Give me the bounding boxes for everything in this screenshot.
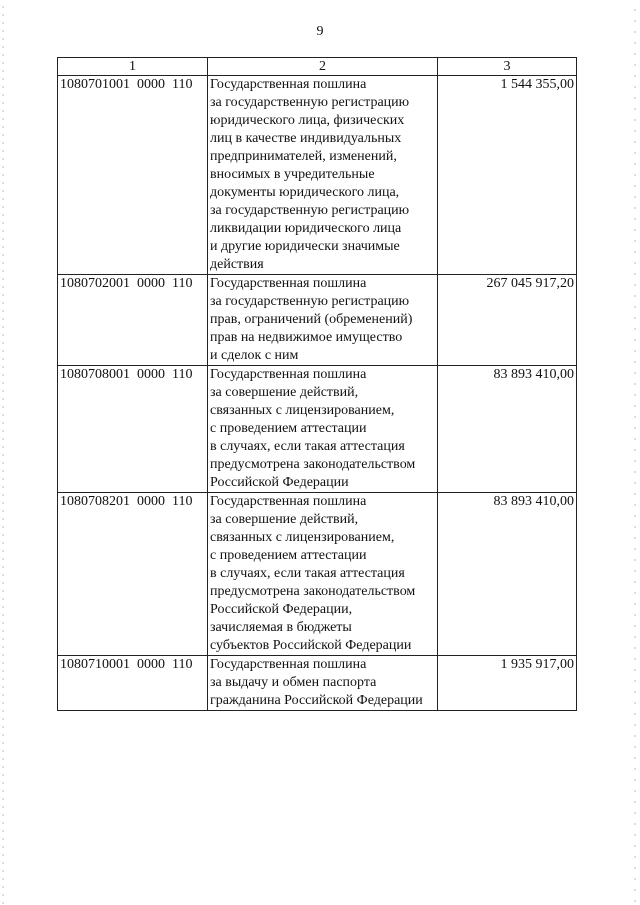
description-line: за совершение действий, bbox=[210, 385, 359, 400]
column-header-code: 1 bbox=[58, 58, 208, 76]
description-line: ликвидации юридического лица bbox=[210, 221, 402, 236]
description-line: Государственная пошлина bbox=[210, 77, 367, 92]
description-line: связанных с лицензированием, bbox=[210, 530, 395, 545]
description-line: и сделок с ним bbox=[210, 348, 299, 363]
table-row bbox=[58, 76, 577, 275]
description-line: Государственная пошлина bbox=[210, 276, 367, 291]
description-line: предусмотрена законодательством bbox=[210, 457, 416, 472]
description-line: за государственную регистрацию bbox=[210, 294, 410, 309]
revenue-code-cell: 1080702001 0000 110 bbox=[58, 275, 208, 366]
description-line: субъектов Российской Федерации bbox=[210, 638, 412, 653]
table-body bbox=[58, 76, 577, 711]
budget-revenue-table bbox=[57, 57, 577, 711]
description-line: за государственную регистрацию bbox=[210, 95, 410, 110]
revenue-description-cell bbox=[208, 366, 438, 493]
table-row bbox=[58, 656, 577, 711]
table-row bbox=[58, 366, 577, 493]
description-line: документы юридического лица, bbox=[210, 185, 400, 200]
description-line: Российской Федерации, bbox=[210, 602, 353, 617]
description-line: лиц в качестве индивидуальных bbox=[210, 131, 402, 146]
amount-cell: 83 893 410,00 bbox=[438, 366, 577, 493]
description-line: в случаях, если такая аттестация bbox=[210, 566, 405, 581]
revenue-code-cell: 1080708001 0000 110 bbox=[58, 366, 208, 493]
description-line: зачисляемая в бюджеты bbox=[210, 620, 352, 635]
table-header-row bbox=[58, 58, 577, 76]
amount-cell: 1 935 917,00 bbox=[438, 656, 577, 711]
description-line: с проведением аттестации bbox=[210, 421, 367, 436]
amount-cell: 267 045 917,20 bbox=[438, 275, 577, 366]
description-line: Российской Федерации bbox=[210, 475, 349, 490]
description-line: за выдачу и обмен паспорта bbox=[210, 675, 377, 690]
description-line: прав, ограничений (обременений) bbox=[210, 312, 413, 327]
revenue-description-cell bbox=[208, 275, 438, 366]
description-line: гражданина Российской Федерации bbox=[210, 693, 423, 708]
description-line: предпринимателей, изменений, bbox=[210, 149, 397, 164]
description-line: Государственная пошлина bbox=[210, 494, 367, 509]
revenue-description-cell bbox=[208, 76, 438, 275]
description-line: вносимых в учредительные bbox=[210, 167, 375, 182]
page-number: 9 bbox=[316, 24, 324, 39]
column-header-amount: 3 bbox=[438, 58, 577, 76]
description-line: Государственная пошлина bbox=[210, 367, 367, 382]
description-line: юридического лица, физических bbox=[210, 113, 405, 128]
description-line: предусмотрена законодательством bbox=[210, 584, 416, 599]
revenue-description-cell bbox=[208, 656, 438, 711]
table-row bbox=[58, 275, 577, 366]
description-line: за государственную регистрацию bbox=[210, 203, 410, 218]
description-line: с проведением аттестации bbox=[210, 548, 367, 563]
revenue-code-cell: 1080708201 0000 110 bbox=[58, 493, 208, 656]
description-line: в случаях, если такая аттестация bbox=[210, 439, 405, 454]
description-line: прав на недвижимое имущество bbox=[210, 330, 403, 345]
table-row bbox=[58, 493, 577, 656]
description-line: связанных с лицензированием, bbox=[210, 403, 395, 418]
revenue-code-cell: 1080710001 0000 110 bbox=[58, 656, 208, 711]
amount-cell: 83 893 410,00 bbox=[438, 493, 577, 656]
description-line: действия bbox=[210, 257, 264, 272]
revenue-code-cell: 1080701001 0000 110 bbox=[58, 76, 208, 275]
description-line: за совершение действий, bbox=[210, 512, 359, 527]
description-line: Государственная пошлина bbox=[210, 657, 367, 672]
description-line: и другие юридически значимые bbox=[210, 239, 400, 254]
revenue-description-cell bbox=[208, 493, 438, 656]
scan-margin-right bbox=[634, 0, 636, 905]
column-header-description: 2 bbox=[208, 58, 438, 76]
amount-cell: 1 544 355,00 bbox=[438, 76, 577, 275]
scan-margin-left bbox=[2, 0, 4, 905]
